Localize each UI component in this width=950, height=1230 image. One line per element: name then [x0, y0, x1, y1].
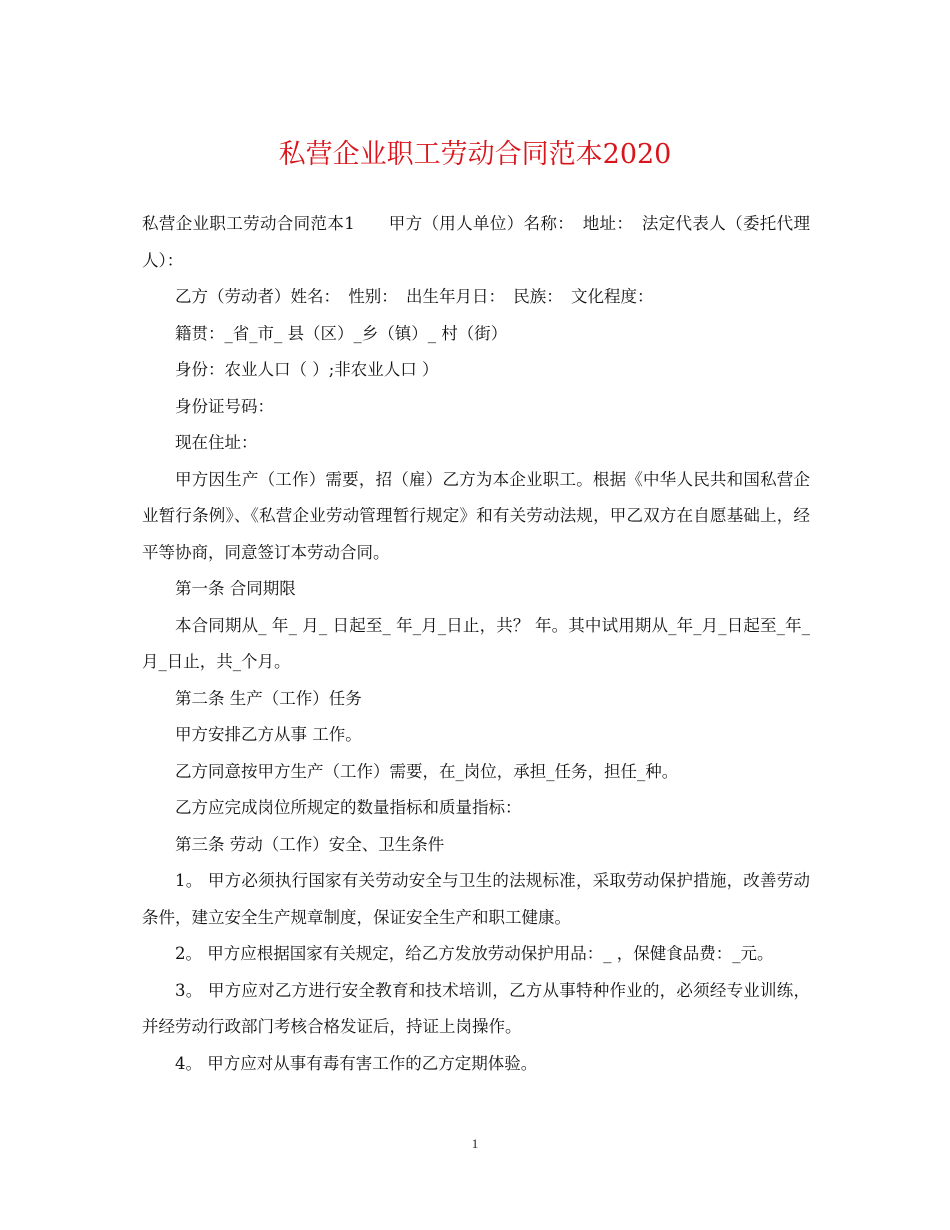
- paragraph-address: 现在住址：: [175, 433, 258, 452]
- clause-3-1: 1。 甲方必须执行国家有关劳动安全与卫生的法规标准，采取劳动保护措施，改善劳动条件，建立安全生产规章制度，保证安全生产和职工健康。: [142, 871, 810, 927]
- paragraph-contract-term: 本合同期从_ 年_ 月_ 日起至_ 年_月_日止，共？ 年。其中试用期从_年_月_日起至_年_月_日止，共_个月。: [142, 615, 810, 671]
- paragraph-identity: 身份：农业人口（ ）;非农业人口 ）: [175, 360, 439, 379]
- article-3-heading: 第三条 劳动（工作）安全、卫生条件: [175, 834, 445, 854]
- paragraph-id-number: 身份证号码：: [175, 396, 274, 416]
- document-body: [142, 206, 810, 1082]
- paragraph-work-assignment: 甲方安排乙方从事 工作。: [175, 725, 362, 744]
- document-title: 私营企业职工劳动合同范本2020: [278, 139, 672, 170]
- paragraph-position: 乙方同意按甲方生产（工作）需要，在_岗位，承担_任务，担任_种。: [175, 761, 679, 781]
- paragraph-parties: 私营企业职工劳动合同范本1 甲方（用人单位）名称： 地址： 法定代表人（委托代理人）：: [142, 214, 810, 270]
- paragraph-employee-info: 乙方（劳动者）姓名： 性别： 出生年月日： 民族： 文化程度：: [175, 287, 654, 306]
- clause-3-2: 2。 甲方应根据国家有关规定，给乙方发放劳动保护用品：_ ，保健食品费：_元。: [175, 944, 774, 963]
- page-number: 1: [471, 1136, 479, 1151]
- clause-3-3: 3。 甲方应对乙方进行安全教育和技术培训，乙方从事特种作业的，必须经专业训练，并经劳动行政部门考核合格发证后，持证上岗操作。: [142, 980, 810, 1036]
- paragraph-preamble: 甲方因生产（工作）需要，招（雇）乙方为本企业职工。根据《中华人民共和国私营企业暂行条例》、《私营企业劳动管理暂行规定》和有关劳动法规，甲乙双方在自愿基础上，经平等协商，同意签订本劳动合同。: [142, 469, 810, 562]
- article-2-heading: 第二条 生产（工作）任务: [175, 688, 362, 708]
- clause-3-4: 4。 甲方应对从事有毒有害工作的乙方定期体验。: [175, 1053, 538, 1073]
- paragraph-quota: 乙方应完成岗位所规定的数量指标和质量指标：: [175, 798, 522, 817]
- article-1-heading: 第一条 合同期限: [175, 579, 296, 598]
- paragraph-native-place: 籍贯：_省_市_ 县（区）_乡（镇）_ 村（街）: [175, 323, 508, 343]
